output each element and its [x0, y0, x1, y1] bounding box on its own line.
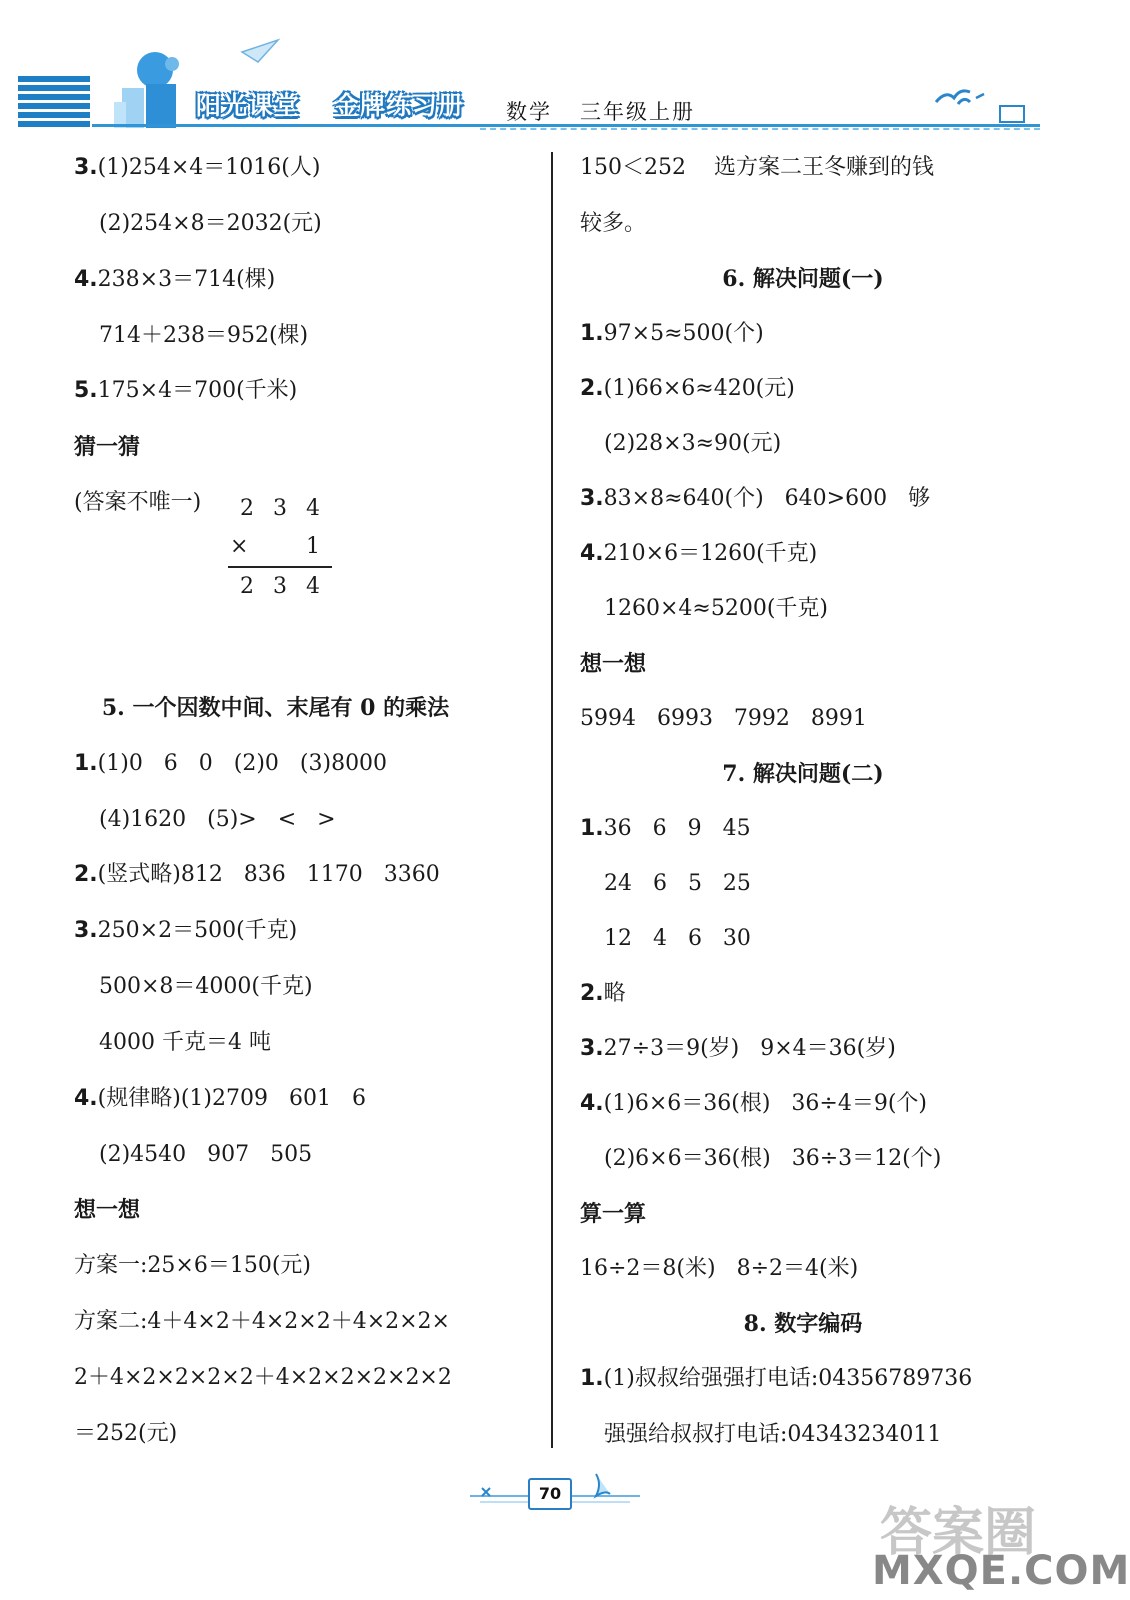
s8-answer-1a: 1.(1)叔叔给强强打电话:04356789736 [580, 1366, 973, 1391]
s5-answer-4a: 4.(规律略)(1)2709 601 6 [74, 1086, 366, 1111]
s5-answer-1a: 1.(1)0 6 0 (2)0 (3)8000 [74, 751, 388, 776]
watermark-url: MXQE.COM [872, 1548, 1130, 1594]
s7-answer-4b: (2)6×6＝36(根) 36÷3＝12(个) [604, 1146, 942, 1171]
s6-answer-4a: 4.210×6＝1260(千克) [580, 541, 818, 566]
calc-answer: 16÷2＝8(米) 8÷2＝4(米) [580, 1256, 859, 1281]
guess-note: (答案不唯一) [74, 490, 202, 515]
vert-times-sign: × [230, 534, 255, 559]
s6-answer-1: 1.97×5≈500(个) [580, 321, 764, 346]
s6-answer-2b: (2)28×3≈90(元) [604, 431, 782, 456]
page-header [0, 0, 1074, 150]
paper-plane-icon [240, 36, 280, 64]
think-answer-right: 5994 6993 7992 8991 [580, 706, 867, 731]
header-rule [92, 124, 1040, 127]
section-8-heading: 8. 数字编码 [743, 1311, 863, 1337]
s5-answer-4b: (2)4540 907 505 [99, 1142, 313, 1167]
plan-2-line-1: 方案二:4＋4×2＋4×2×2＋4×2×2× [74, 1309, 450, 1334]
birds-icon [930, 78, 1030, 128]
guess-heading: 猜一猜 [74, 434, 141, 460]
plan-2-line-2: 2＋4×2×2×2×2＋4×2×2×2×2×2 [74, 1365, 452, 1390]
s7-answer-1a: 1.36 6 9 45 [580, 816, 751, 841]
s7-answer-1c: 12 4 6 30 [604, 926, 751, 951]
s5-answer-3b: 500×8＝4000(千克) [99, 974, 313, 999]
vert-multiplier: 1 [306, 534, 326, 559]
brand-title-2: 金牌练习册 [334, 91, 465, 120]
s6-answer-4b: 1260×4≈5200(千克) [604, 596, 829, 621]
vertical-multiplication [228, 494, 338, 606]
answer-4-2: 714＋238＝952(棵) [99, 323, 309, 348]
s5-answer-3c: 4000 千克＝4 吨 [99, 1030, 271, 1055]
grade-label: 三年级上册 [580, 100, 695, 124]
s7-answer-4a: 4.(1)6×6＝36(根) 36÷4＝9(个) [580, 1091, 927, 1116]
s7-answer-2: 2.略 [580, 981, 626, 1006]
s5-answer-1b: (4)1620 (5)> < > [99, 807, 336, 832]
plan-1: 方案一:25×6＝150(元) [74, 1253, 311, 1278]
plan-2-line-3: ＝252(元) [74, 1421, 178, 1446]
vert-top-row: 2 3 4 [240, 496, 326, 521]
watermark-logo: 答案圈 [880, 1503, 1037, 1563]
answer-3-2: (2)254×8＝2032(元) [99, 211, 322, 236]
s5-answer-3a: 3.250×2＝500(千克) [74, 918, 298, 943]
section-6-heading: 6. 解决问题(一) [722, 266, 884, 292]
think-heading-left: 想一想 [74, 1197, 141, 1223]
s7-answer-1b: 24 6 5 25 [604, 871, 751, 896]
s8-answer-1b: 强强给叔叔打电话:04343234011 [604, 1422, 942, 1447]
s6-answer-3: 3.83×8≈640(个) 640>600 够 [580, 486, 931, 511]
vert-rule [228, 566, 332, 568]
s7-answer-3: 3.27÷3＝9(岁) 9×4＝36(岁) [580, 1036, 896, 1061]
subject-label: 数学 [506, 100, 552, 124]
section-7-heading: 7. 解决问题(二) [722, 761, 884, 787]
compare-line: 150＜252 选方案二王冬赚到的钱 [580, 155, 934, 180]
column-divider [551, 152, 553, 1448]
s5-answer-2: 2.(竖式略)812 836 1170 3360 [74, 862, 440, 887]
answer-5: 5.175×4＝700(千米) [74, 378, 298, 403]
header-stripes [18, 76, 90, 132]
calc-heading: 算一算 [580, 1201, 647, 1227]
think-heading-right: 想一想 [580, 651, 647, 677]
compare-line-2: 较多。 [580, 211, 647, 236]
answer-3-1: 3.(1)254×4＝1016(人) [74, 155, 321, 180]
answer-4-1: 4.238×3＝714(棵) [74, 267, 276, 292]
section-5-heading: 5. 一个因数中间、末尾有 0 的乘法 [101, 695, 450, 721]
header-dashed-rule [480, 128, 1040, 130]
vert-result-row: 2 3 4 [240, 574, 326, 599]
brand-title-1: 阳光课堂 [196, 91, 301, 120]
page-number: 70 [528, 1478, 572, 1510]
s6-answer-2a: 2.(1)66×6≈420(元) [580, 376, 795, 401]
